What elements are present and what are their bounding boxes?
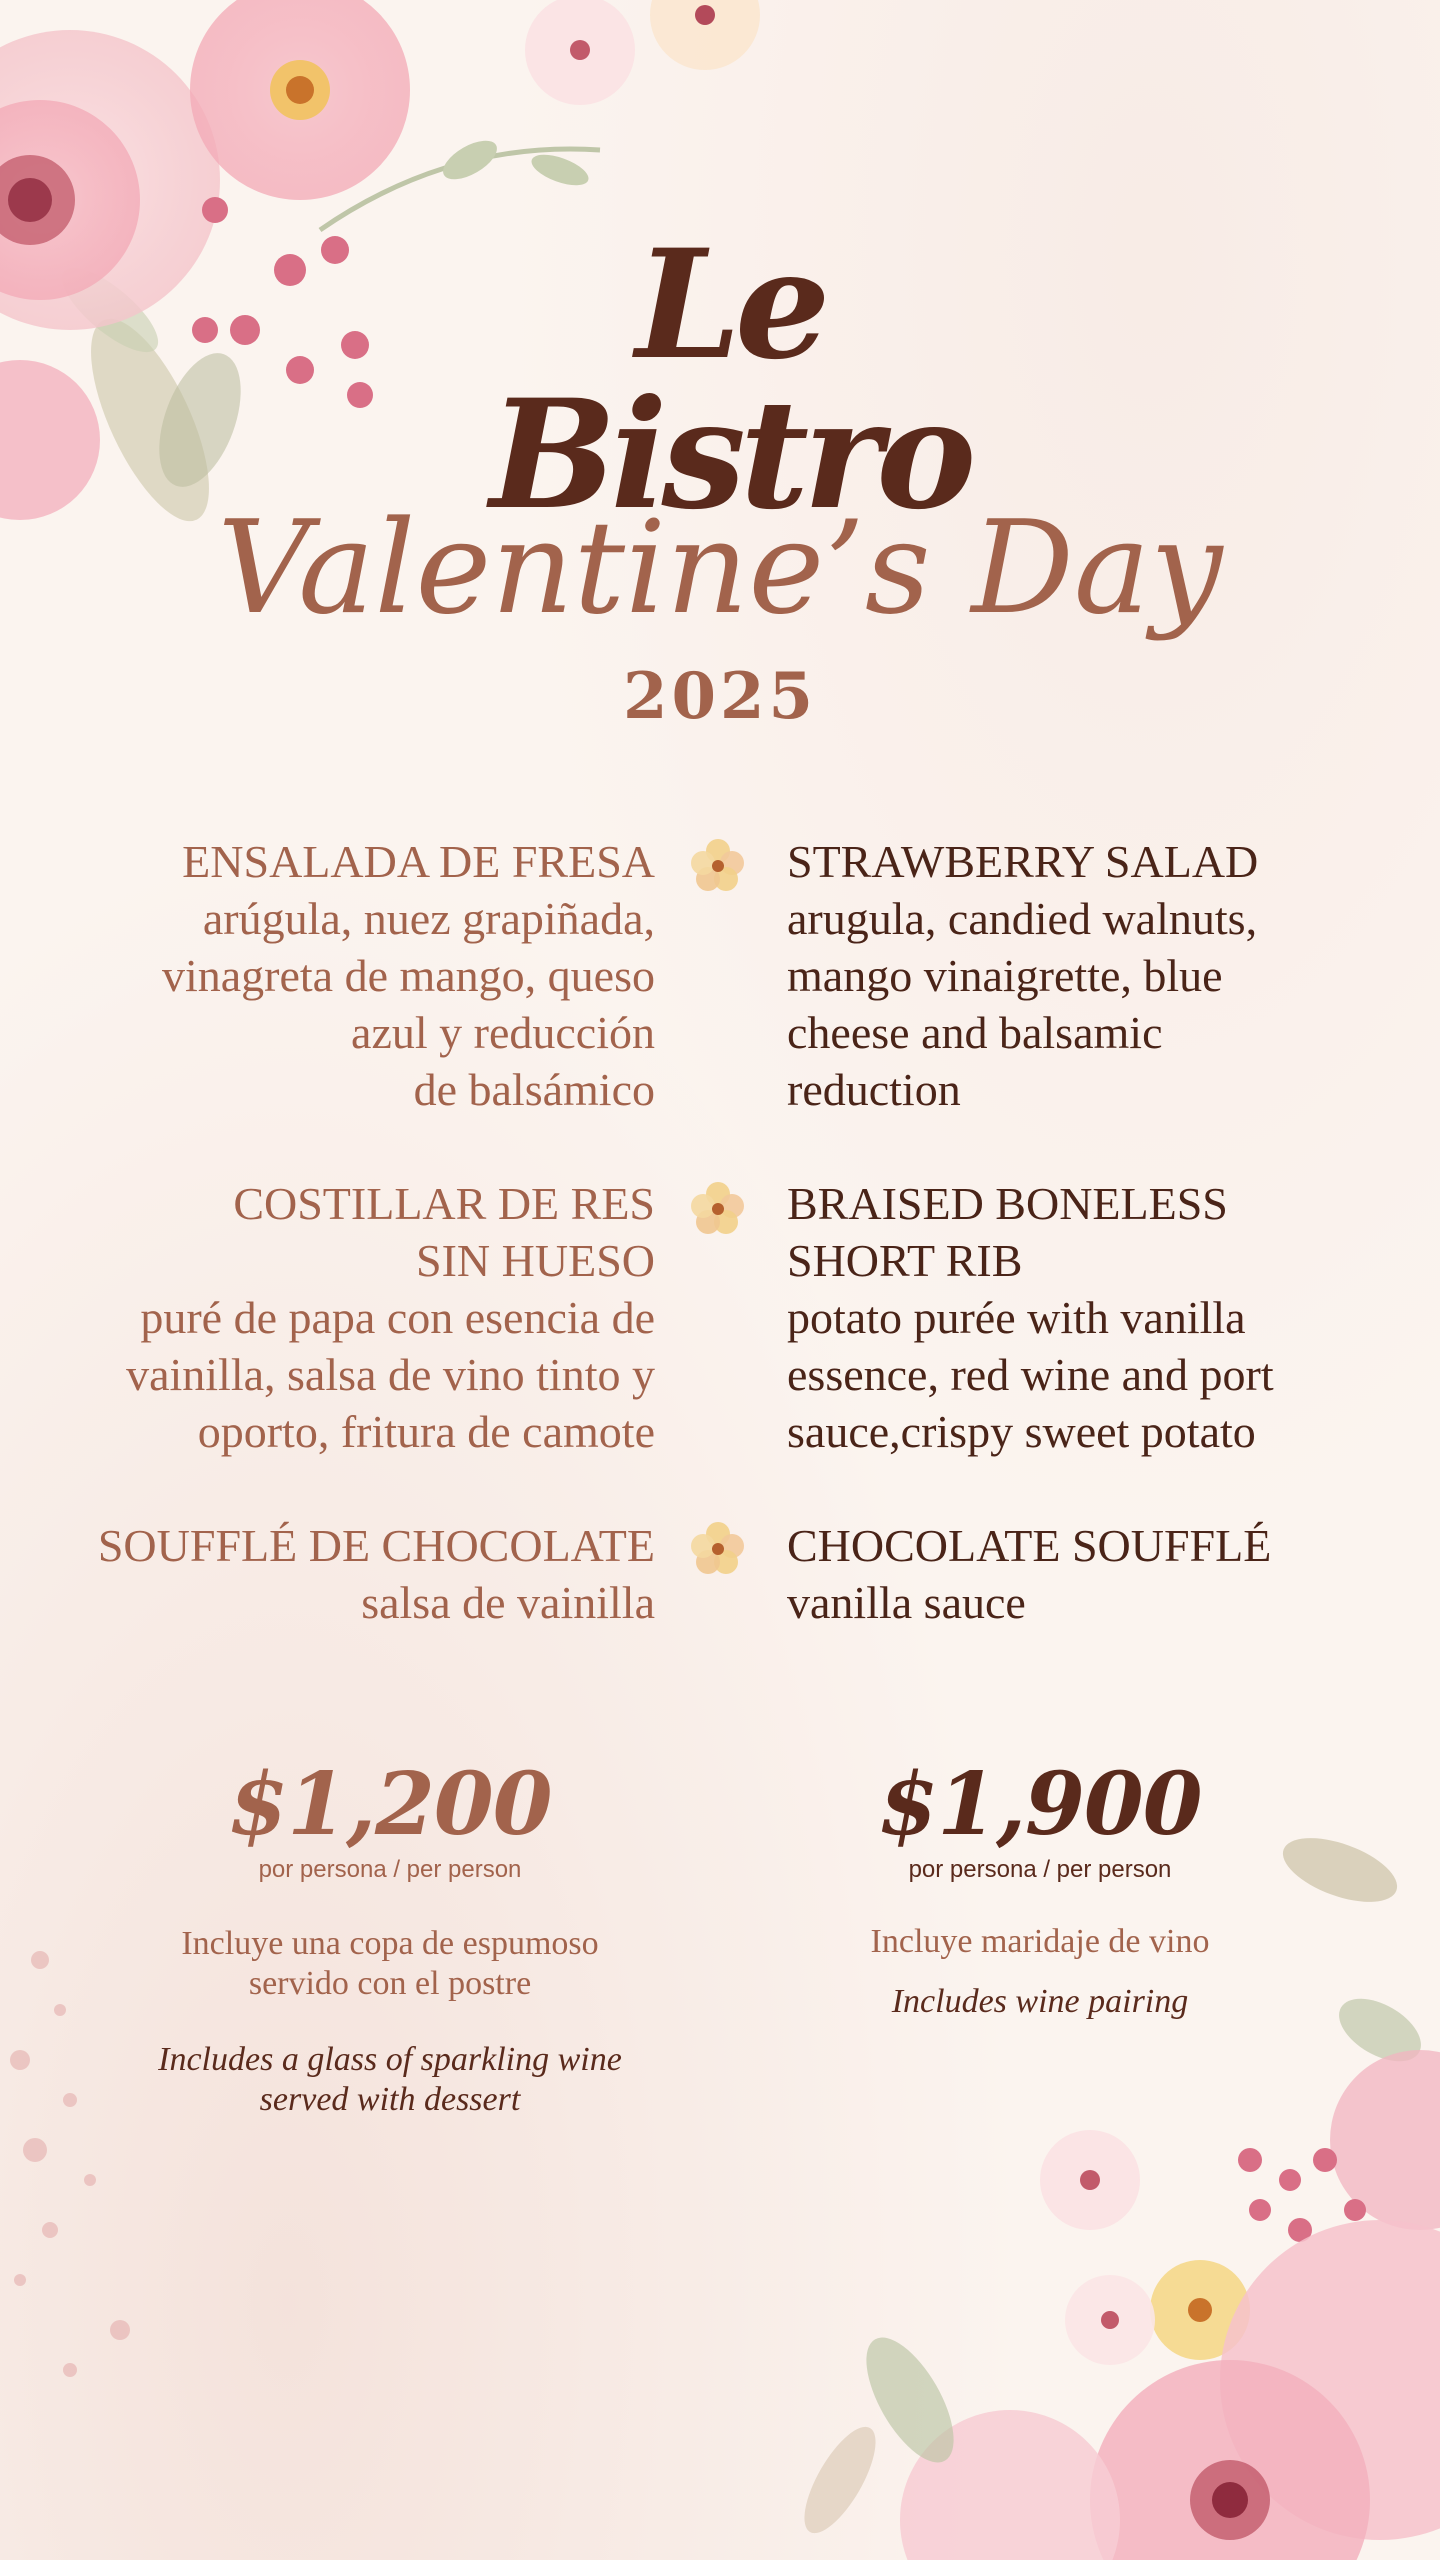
course-name-en-line: SHORT RIB	[787, 1235, 1023, 1286]
course-desc-es-line: de balsámico	[413, 1064, 655, 1115]
flower-bullet-icon	[688, 1178, 748, 1238]
course-desc-es-line: vinagreta de mango, queso	[161, 950, 655, 1001]
offer-2-note-es: Incluye maridaje de vino	[870, 1923, 1210, 1960]
note-line: served with dessert	[259, 2081, 521, 2118]
course-name-en: CHOCOLATE SOUFFLÉ	[787, 1520, 1272, 1571]
course-name-en-line: BRAISED BONELESS	[787, 1178, 1228, 1229]
course-desc-en-line: essence, red wine and port	[787, 1349, 1274, 1400]
page-title: Valentine’s Day	[217, 494, 1223, 643]
restaurant-logo: Le Bistro	[489, 217, 971, 543]
note-line: Incluye una copa de espumoso	[181, 1925, 599, 1962]
course-3-es	[0, 1517, 655, 1631]
course-desc-en-line: potato purée with vanilla	[787, 1292, 1246, 1343]
course-desc-es-line: puré de papa con esencia de	[140, 1292, 655, 1343]
note-line: Includes a glass of sparkling wine	[158, 2041, 622, 2078]
price-offer-2: $1,900	[878, 1754, 1202, 1855]
course-desc-es: salsa de vainilla	[361, 1577, 655, 1628]
flower-bullet-icon	[688, 1518, 748, 1578]
course-name-es: SOUFFLÉ DE CHOCOLATE	[97, 1520, 655, 1571]
year: 2025	[622, 659, 818, 734]
course-desc-en-line: sauce,crispy sweet potato	[787, 1406, 1256, 1457]
course-desc-en-line: arugula, candied walnuts,	[787, 893, 1258, 944]
course-desc-en-line: reduction	[787, 1064, 961, 1115]
course-desc-en-line: mango vinaigrette, blue	[787, 950, 1223, 1001]
course-name-es: ENSALADA DE FRESA	[182, 836, 655, 887]
offer-1-note-es	[100, 1924, 680, 2004]
course-1-en	[787, 833, 1387, 1118]
course-desc-es-line: azul y reducción	[351, 1007, 655, 1058]
course-name-en: STRAWBERRY SALAD	[787, 836, 1259, 887]
course-desc-es-line: vainilla, salsa de vino tinto y	[126, 1349, 655, 1400]
course-3-en	[787, 1517, 1387, 1631]
course-desc-en: vanilla sauce	[787, 1577, 1026, 1628]
course-desc-es-line: arúgula, nuez grapiñada,	[202, 893, 655, 944]
offer-1-note-en	[80, 2040, 700, 2120]
note-line: servido con el postre	[248, 1965, 532, 2002]
course-2-es	[0, 1175, 655, 1460]
course-2-en	[787, 1175, 1387, 1460]
course-desc-es-line: oporto, fritura de camote	[197, 1406, 655, 1457]
course-1-es	[0, 833, 655, 1118]
course-name-es-line: SIN HUESO	[416, 1235, 655, 1286]
per-person-label: por persona / per person	[258, 1856, 522, 1883]
course-name-es-line: COSTILLAR DE RES	[233, 1178, 655, 1229]
per-person-label: por persona / per person	[908, 1856, 1172, 1883]
flower-bullet-icon	[688, 835, 748, 895]
watercolor-flowers-bottom-right	[780, 1780, 1440, 2560]
price-offer-1: $1,200	[228, 1754, 552, 1855]
course-desc-en-line: cheese and balsamic	[787, 1007, 1163, 1058]
offer-2-note-en: Includes wine pairing	[891, 1983, 1189, 2020]
